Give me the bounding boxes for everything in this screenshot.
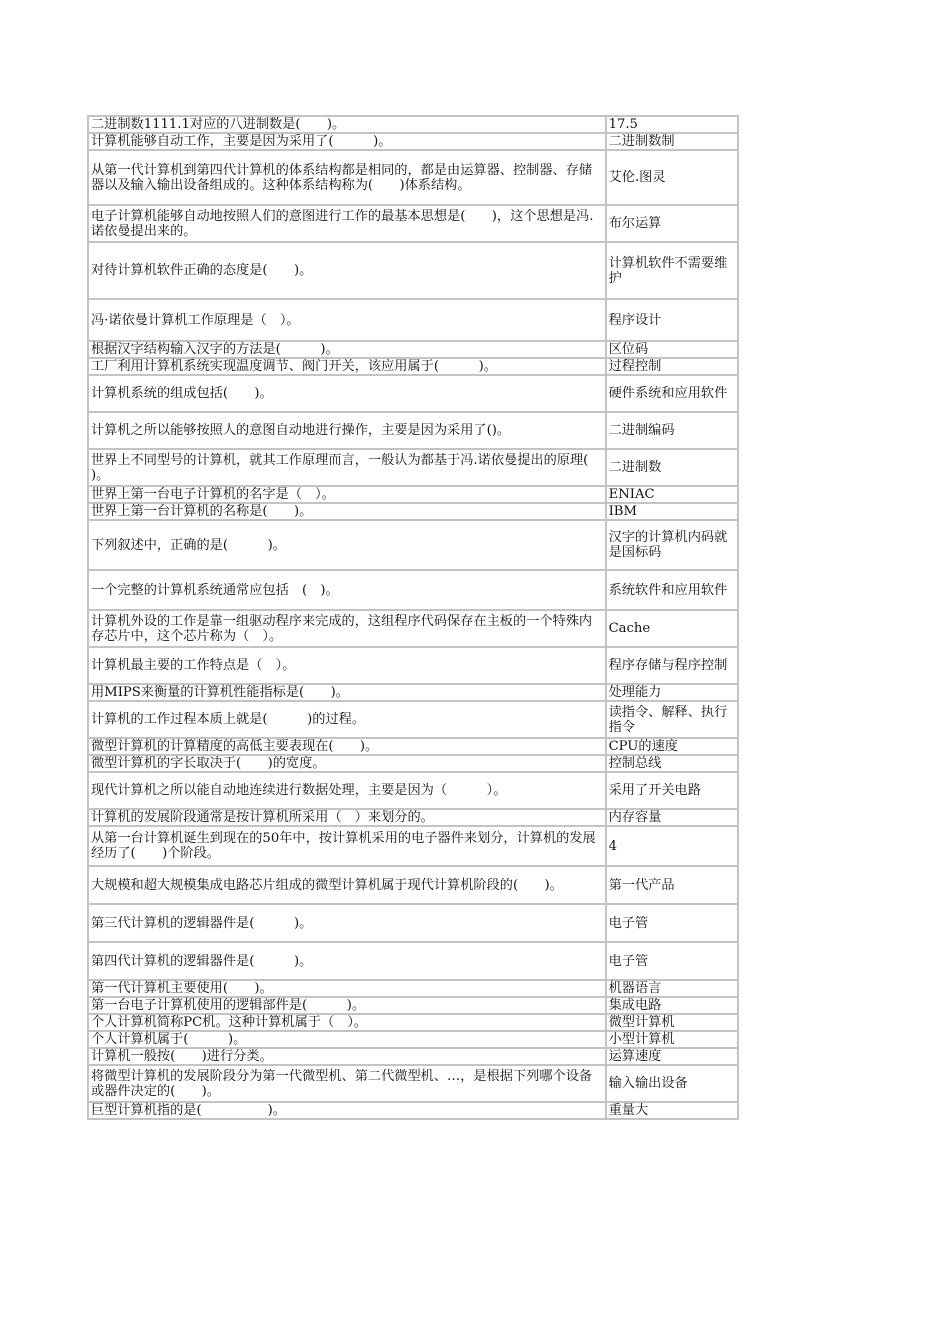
question-cell: 第一代计算机主要使用( )。: [88, 980, 606, 997]
table-row: [88, 904, 738, 942]
question-cell: 现代计算机之所以能自动地连续进行数据处理，主要是因为（ ）。: [88, 772, 606, 809]
answer-cell: 第一代产品: [606, 866, 738, 904]
answer-cell: 4: [606, 826, 738, 866]
question-cell: 计算机一般按( )进行分类。: [88, 1048, 606, 1065]
answer-cell: CPU的速度: [606, 738, 738, 755]
question-cell: 从第一代计算机到第四代计算机的体系结构都是相同的，都是由运算器、控制器、存储器以及输入输出设备组成的。这种体系结构称为( )体系结构。: [88, 150, 606, 205]
table-row: [88, 701, 738, 738]
question-cell: 二进制数1111.1对应的八进制数是( )。: [88, 116, 606, 133]
question-cell: 第一台电子计算机使用的逻辑部件是( )。: [88, 997, 606, 1014]
question-cell: 计算机的发展阶段通常是按计算机所采用（ ）来划分的。: [88, 809, 606, 826]
table-row: [88, 684, 738, 701]
table-row: [88, 1102, 738, 1119]
table-row: [88, 242, 738, 299]
question-cell: 电子计算机能够自动地按照人们的意图进行工作的最基本思想是( )，这个思想是冯.诺依曼提出来的。: [88, 205, 606, 242]
answer-cell: 二进制数制: [606, 133, 738, 150]
table-row: [88, 341, 738, 358]
question-cell: 一个完整的计算机系统通常应包括 ( )。: [88, 570, 606, 610]
answer-cell: 微型计算机: [606, 1014, 738, 1031]
table-row: [88, 1048, 738, 1065]
question-cell: 下列叙述中，正确的是( )。: [88, 520, 606, 570]
answer-cell: 艾伦.图灵: [606, 150, 738, 205]
answer-cell: 硬件系统和应用软件: [606, 375, 738, 412]
question-cell: 个人计算机简称PC机。这种计算机属于（ ）。: [88, 1014, 606, 1031]
table-row: [88, 1014, 738, 1031]
answer-cell: 采用了开关电路: [606, 772, 738, 809]
question-cell: 计算机系统的组成包括( )。: [88, 375, 606, 412]
answer-cell: Cache: [606, 610, 738, 647]
answer-cell: 过程控制: [606, 358, 738, 375]
table-body: [88, 116, 738, 1119]
table-row: [88, 647, 738, 684]
answer-cell: 二进制编码: [606, 412, 738, 449]
table-row: [88, 1065, 738, 1102]
table-row: [88, 826, 738, 866]
answer-cell: 控制总线: [606, 755, 738, 772]
question-cell: 第四代计算机的逻辑器件是( )。: [88, 942, 606, 980]
question-cell: 第三代计算机的逻辑器件是( )。: [88, 904, 606, 942]
answer-cell: 汉字的计算机内码就是国标码: [606, 520, 738, 570]
table-row: [88, 866, 738, 904]
table-row: [88, 610, 738, 647]
question-cell: 巨型计算机指的是( )。: [88, 1102, 606, 1119]
table-row: [88, 449, 738, 486]
question-cell: 世界上第一台电子计算机的名字是（ ）。: [88, 486, 606, 503]
answer-cell: 区位码: [606, 341, 738, 358]
table-row: [88, 738, 738, 755]
answer-cell: IBM: [606, 503, 738, 520]
table-row: [88, 772, 738, 809]
table-row: [88, 520, 738, 570]
answer-cell: 集成电路: [606, 997, 738, 1014]
answer-cell: 电子管: [606, 904, 738, 942]
answer-cell: 内存容量: [606, 809, 738, 826]
table-row: [88, 150, 738, 205]
question-cell: 大规模和超大规模集成电路芯片组成的微型计算机属于现代计算机阶段的( )。: [88, 866, 606, 904]
answer-cell: 计算机软件不需要维护: [606, 242, 738, 299]
answer-cell: 读指令、解释、执行指令: [606, 701, 738, 738]
question-answer-table: [87, 115, 739, 1120]
answer-cell: 布尔运算: [606, 205, 738, 242]
answer-cell: 电子管: [606, 942, 738, 980]
answer-cell: 小型计算机: [606, 1031, 738, 1048]
answer-cell: 运算速度: [606, 1048, 738, 1065]
table-row: [88, 205, 738, 242]
question-cell: 计算机的工作过程本质上就是( )的过程。: [88, 701, 606, 738]
answer-cell: 处理能力: [606, 684, 738, 701]
question-cell: 个人计算机属于( )。: [88, 1031, 606, 1048]
table-row: [88, 299, 738, 341]
table-row: [88, 980, 738, 997]
table-row: [88, 133, 738, 150]
answer-cell: 系统软件和应用软件: [606, 570, 738, 610]
table-row: [88, 809, 738, 826]
answer-cell: 二进制数: [606, 449, 738, 486]
question-cell: 计算机外设的工作是靠一组驱动程序来完成的，这组程序代码保存在主板的一个特殊内存芯片中，这个芯片称为（ ）。: [88, 610, 606, 647]
answer-cell: ENIAC: [606, 486, 738, 503]
question-cell: 微型计算机的计算精度的高低主要表现在( )。: [88, 738, 606, 755]
question-cell: 从第一台计算机诞生到现在的50年中，按计算机采用的电子器件来划分，计算机的发展经历了( )个阶段。: [88, 826, 606, 866]
table-row: [88, 942, 738, 980]
table-row: [88, 755, 738, 772]
table-row: [88, 503, 738, 520]
question-cell: 世界上第一台计算机的名称是( )。: [88, 503, 606, 520]
table-row: [88, 997, 738, 1014]
question-cell: 根据汉字结构输入汉字的方法是( )。: [88, 341, 606, 358]
question-cell: 冯·诺依曼计算机工作原理是（ ）。: [88, 299, 606, 341]
question-cell: 对待计算机软件正确的态度是( )。: [88, 242, 606, 299]
question-cell: 微型计算机的字长取决于( )的宽度。: [88, 755, 606, 772]
answer-cell: 重量大: [606, 1102, 738, 1119]
question-cell: 世界上不同型号的计算机，就其工作原理而言，一般认为都基于冯.诺依曼提出的原理( )。: [88, 449, 606, 486]
question-cell: 计算机能够自动工作，主要是因为采用了( )。: [88, 133, 606, 150]
table-row: [88, 570, 738, 610]
table-row: [88, 1031, 738, 1048]
answer-cell: 17.5: [606, 116, 738, 133]
table-row: [88, 358, 738, 375]
table-row: [88, 116, 738, 133]
table-row: [88, 412, 738, 449]
table-row: [88, 375, 738, 412]
question-cell: 将微型计算机的发展阶段分为第一代微型机、第二代微型机、…，是根据下列哪个设备或器件决定的( )。: [88, 1065, 606, 1102]
question-cell: 工厂利用计算机系统实现温度调节、阀门开关，该应用属于( )。: [88, 358, 606, 375]
table-row: [88, 486, 738, 503]
answer-cell: 机器语言: [606, 980, 738, 997]
answer-cell: 程序存储与程序控制: [606, 647, 738, 684]
question-cell: 用MIPS来衡量的计算机性能指标是( )。: [88, 684, 606, 701]
question-cell: 计算机之所以能够按照人的意图自动地进行操作，主要是因为采用了()。: [88, 412, 606, 449]
answer-cell: 程序设计: [606, 299, 738, 341]
question-cell: 计算机最主要的工作特点是（ ）。: [88, 647, 606, 684]
answer-cell: 输入输出设备: [606, 1065, 738, 1102]
